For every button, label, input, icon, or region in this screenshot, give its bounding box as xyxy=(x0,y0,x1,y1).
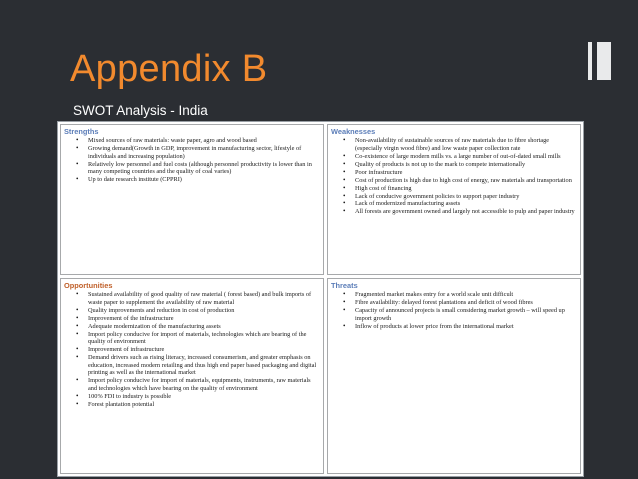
swot-table xyxy=(57,121,584,477)
opportunities-heading: Opportunities xyxy=(64,281,113,290)
weaknesses-quadrant xyxy=(327,124,581,275)
threats-list xyxy=(331,291,577,330)
weaknesses-heading: Weaknesses xyxy=(331,127,376,136)
opportunities-list xyxy=(64,291,320,408)
weaknesses-list xyxy=(331,137,577,216)
list-item: • Improvement of the infrastructure xyxy=(88,315,320,323)
list-item: • Non-availability of sustainable sources of raw materials due to fibre shortage (especially virgin wood fibre) and low waste paper collection rate xyxy=(355,137,577,152)
list-item: • Quality of products is not up to the mark to compete internationally xyxy=(355,161,577,169)
list-item: • Inflow of products at lower price from the international market xyxy=(355,323,577,331)
list-item: • Growing demand(Growth in GDP, improvement in manufacturing sector, lifestyle of individuals and increasing population) xyxy=(88,145,320,160)
opportunities-quadrant xyxy=(60,278,324,474)
list-item: • All forests are government owned and largely not accessible to pulp and paper industry xyxy=(355,208,577,216)
list-item: • Co-existence of large modern mills vs. a large number of out-of-dated small mills xyxy=(355,153,577,161)
list-item: • Fibre availability: delayed forest plantations and deficit of wood fibres xyxy=(355,299,577,307)
list-item: • Sustained availability of good quality of raw material ( forest based) and bulk imports of waste paper to supplement the availability of raw material xyxy=(88,291,320,306)
threats-heading: Threats xyxy=(331,281,358,290)
list-item: • High cost of financing xyxy=(355,185,577,193)
list-item: • Relatively low personnel and fuel costs (although personnel productivity is lower than in many competing countries and the quality of coal varies) xyxy=(88,161,320,176)
list-item: • Cost of production is high due to high cost of energy, raw materials and transportation xyxy=(355,177,577,185)
decorative-bar-thick xyxy=(597,42,611,80)
list-item: • Lack of conducive government policies to support paper industry xyxy=(355,193,577,201)
list-item: • Improvement of infrastructure xyxy=(88,346,320,354)
list-item: • Import policy conducive for import of materials, equipments, instruments, raw materials and technologies which have bearing on the quality of environment xyxy=(88,377,320,392)
list-item: • Quality improvements and reduction in cost of production xyxy=(88,307,320,315)
strengths-quadrant xyxy=(60,124,324,275)
decorative-bar-thin xyxy=(588,42,592,80)
strengths-list xyxy=(64,137,320,184)
list-item: • 100% FDI to industry is possible xyxy=(88,393,320,401)
strengths-heading: Strengths xyxy=(64,127,99,136)
list-item: • Adequate modernization of the manufacturing assets xyxy=(88,323,320,331)
threats-quadrant xyxy=(327,278,581,474)
list-item: • Fragmented market makes entry for a world scale unit difficult xyxy=(355,291,577,299)
list-item: • Up to date research institute (CPPRI) xyxy=(88,176,320,184)
list-item: • Mixed sources of raw materials: waste paper, agro and wood based xyxy=(88,137,320,145)
slide-title: Appendix B xyxy=(70,48,268,90)
list-item: • Forest plantation potential xyxy=(88,401,320,409)
list-item: • Import policy conducive for import of materials, technologies which are bearing of the quality of environment xyxy=(88,331,320,346)
list-item: • Capacity of announced projects is small considering market growth – will speed up import growth xyxy=(355,307,577,322)
list-item: • Poor infrastructure xyxy=(355,169,577,177)
list-item: • Lack of modernized manufacturing assets xyxy=(355,200,577,208)
list-item: • Demand drivers such as rising literacy, increased consumerism, and greater emphasis on education, increased modern retailing and thus high end paper based packaging and digital printing as well as the international market xyxy=(88,354,320,377)
slide-subtitle: SWOT Analysis - India xyxy=(73,103,208,118)
